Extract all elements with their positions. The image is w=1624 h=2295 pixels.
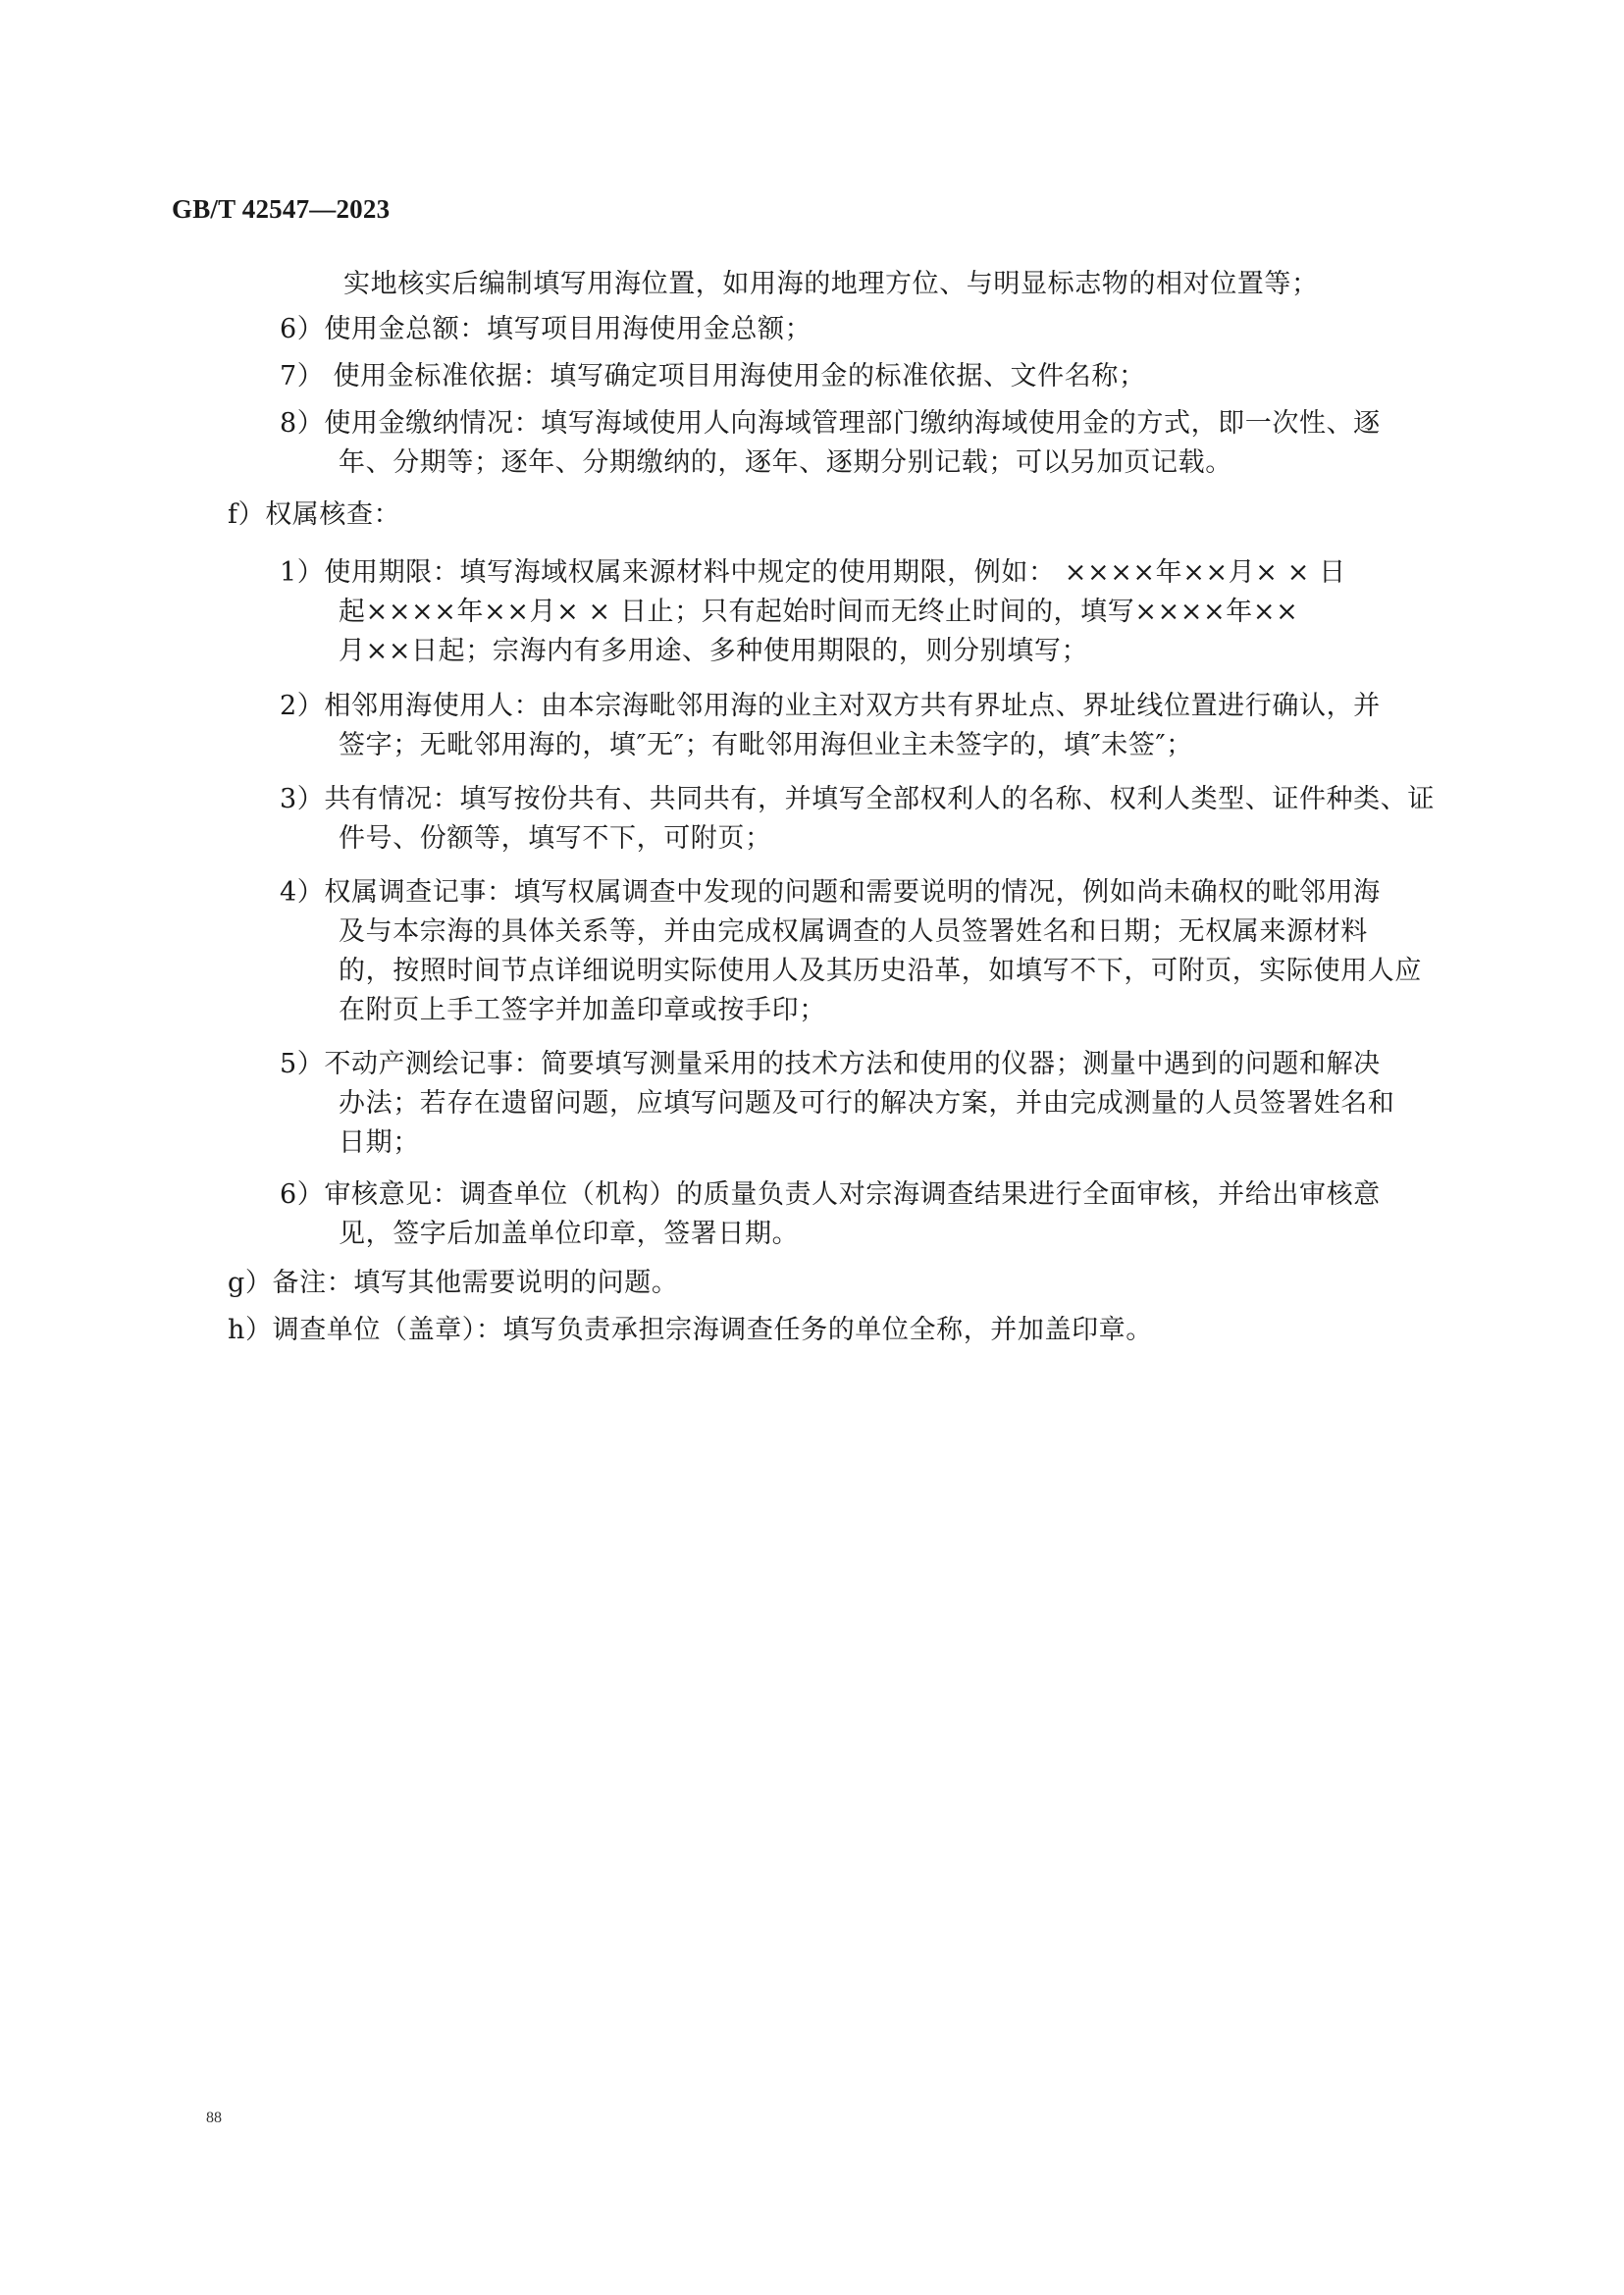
f-item-2-line-1: 2）相邻用海使用人：由本宗海毗邻用海的业主对双方共有界址点、界址线位置进行确认，并	[280, 691, 1381, 721]
item-6: 6）使用金总额：填写项目用海使用金总额；	[280, 314, 812, 344]
f-item-4-line-3: 的，按照时间节点详细说明实际使用人及其历史沿革，如填写不下，可附页，实际使用人应	[339, 956, 1422, 986]
f-item-5-line-3: 日期；	[339, 1127, 420, 1158]
f-item-6-line-1: 6）审核意见：调查单位（机构）的质量负责人对宗海调查结果进行全面审核，并给出审核意	[280, 1179, 1381, 1210]
section-h: h）调查单位（盖章）：填写负责承担宗海调查任务的单位全称，并加盖印章。	[228, 1315, 1153, 1345]
f-item-1-line-3: 月××日起；宗海内有多用途、多种使用期限的，则分别填写；	[339, 636, 1089, 666]
standard-code: GB/T 42547—2023	[172, 194, 391, 224]
page-number: 88	[206, 2110, 222, 2126]
item-8-line-2: 年、分期等；逐年、分期缴纳的，逐年、逐期分别记载；可以另加页记载。	[339, 447, 1232, 478]
item-5-continuation: 实地核实后编制填写用海位置，如用海的地理方位、与明显标志物的相对位置等；	[343, 269, 1319, 299]
f-item-5-line-1: 5）不动产测绘记事：简要填写测量采用的技术方法和使用的仪器；测量中遇到的问题和解决	[280, 1049, 1381, 1079]
section-g: g）备注：填写其他需要说明的问题。	[228, 1268, 679, 1298]
item-7: 7） 使用金标准依据：填写确定项目用海使用金的标准依据、文件名称；	[280, 361, 1146, 391]
section-f-heading: f）权属核查：	[228, 499, 401, 530]
f-item-4-line-2: 及与本宗海的具体关系等，并由完成权属调查的人员签署姓名和日期；无权属来源材料	[339, 916, 1368, 947]
f-item-2-line-2: 签字；无毗邻用海的，填″无″；有毗邻用海但业主未签字的，填″未签″；	[339, 730, 1193, 760]
f-item-1-line-2: 起××××年××月× × 日止；只有起始时间而无终止时间的，填写××××年××	[339, 597, 1299, 627]
f-item-5-line-2: 办法；若存在遗留问题，应填写问题及可行的解决方案，并由完成测量的人员签署姓名和	[339, 1088, 1395, 1119]
item-8-line-1: 8）使用金缴纳情况：填写海域使用人向海域管理部门缴纳海域使用金的方式，即一次性、逐	[280, 408, 1381, 439]
f-item-1-line-1: 1）使用期限：填写海域权属来源材料中规定的使用期限，例如： ××××年××月× × 日	[280, 557, 1346, 588]
f-item-6-line-2: 见，签字后加盖单位印章，签署日期。	[339, 1219, 800, 1249]
f-item-4-line-1: 4）权属调查记事：填写权属调查中发现的问题和需要说明的情况，例如尚未确权的毗邻用海	[280, 877, 1381, 908]
f-item-3-line-1: 3）共有情况：填写按份共有、共同共有，并填写全部权利人的名称、权利人类型、证件种类、证	[280, 784, 1435, 814]
f-item-3-line-2: 件号、份额等，填写不下，可附页；	[339, 823, 772, 854]
f-item-4-line-4: 在附页上手工签字并加盖印章或按手印；	[339, 995, 826, 1025]
